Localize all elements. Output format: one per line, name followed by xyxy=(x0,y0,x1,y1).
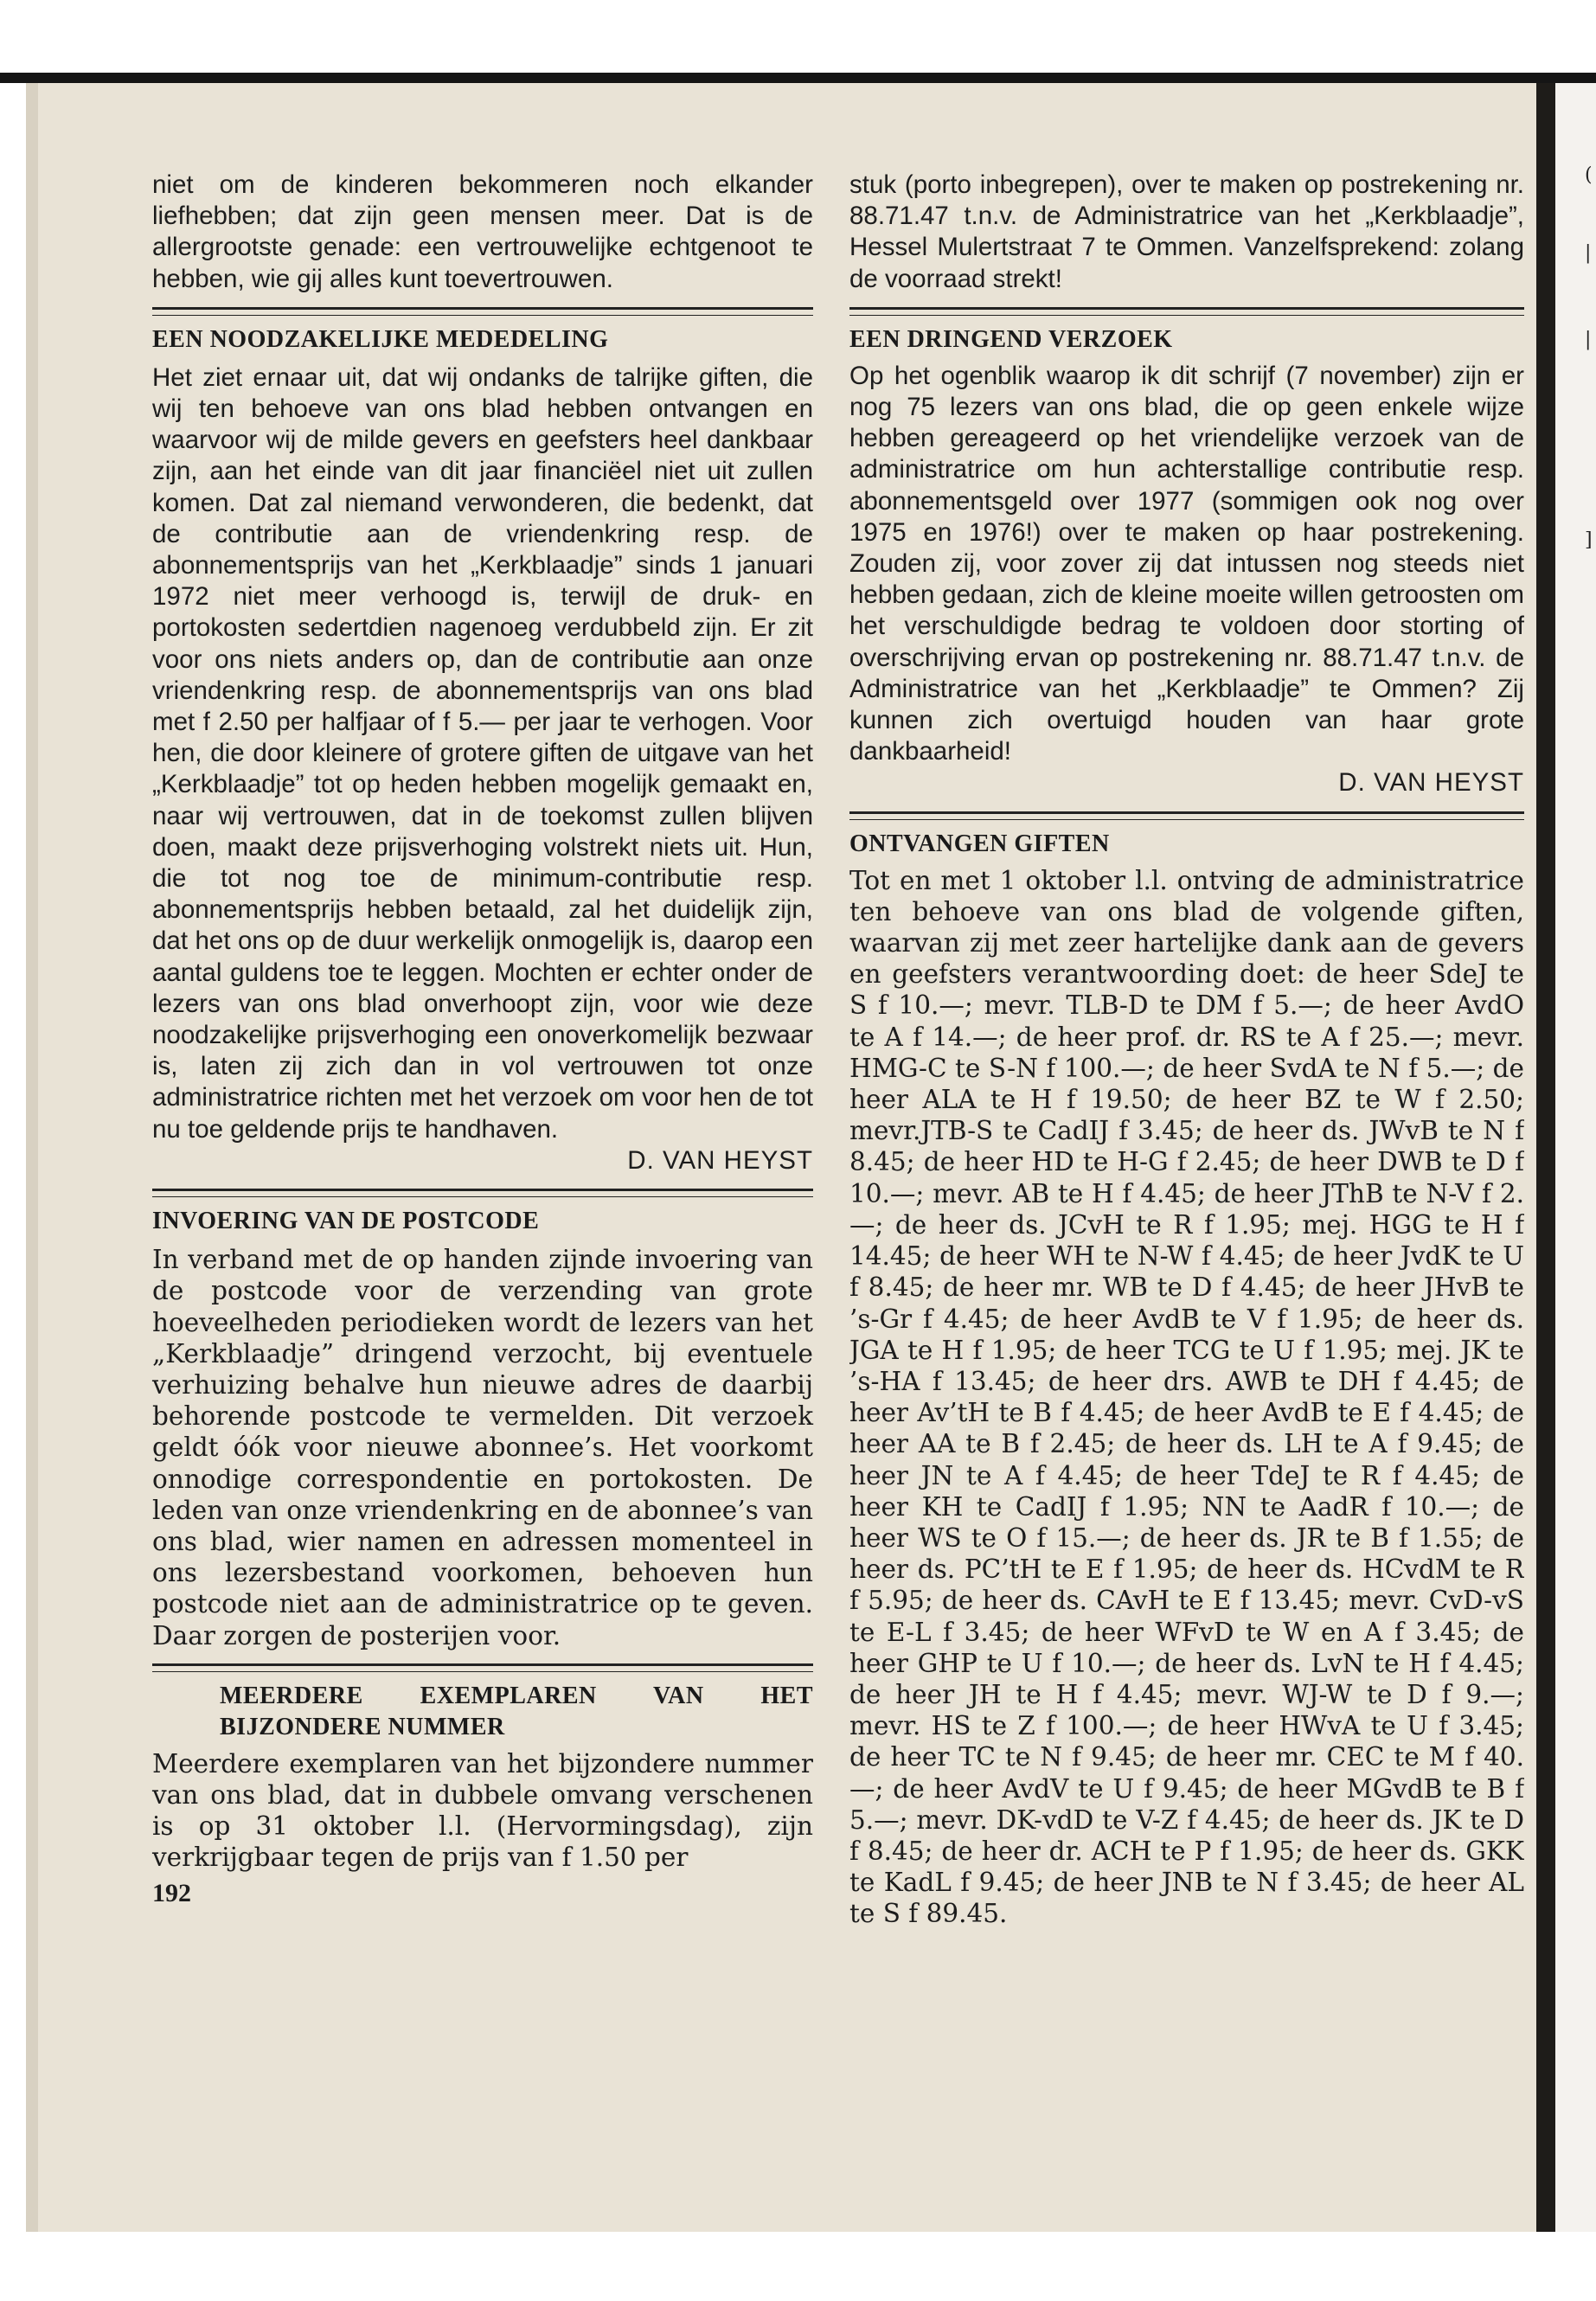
right-column xyxy=(849,170,1524,1930)
section-body-verzoek: Op het ogenblik waarop ik dit schrijf (7 november) zijn er nog 75 lezers van ons blad, die op geen enkele wijze hebben gereageerd op het vriendelijke verzoek van de administratrice om hun achterstallige contributie resp. abonnementsgeld over 1977 (sommigen ook nog over 1975 en 1976!) over te maken op haar postrekening. Zouden zij, voor zover zij dat intussen nog steeds niet hebben gedaan, zich de kleine moeite willen getroosten om het verschuldigde bedrag te voldoen door storting of overschrijving ervan op postrekening nr. 88.71.47 t.n.v. de Administratrice van het „Kerkblaadje” te Ommen? Zij kunnen zich overtuigd houden van haar grote dankbaarheid! xyxy=(849,361,1524,766)
spacer xyxy=(152,1237,813,1244)
section-rule xyxy=(152,307,813,316)
section-rule xyxy=(849,307,1524,316)
section-rule xyxy=(152,1189,813,1197)
section-body-postcode: In verband met de op handen zijnde invoering van de postcode voor de verzending van grote hoeveelheden periodieken wordt de lezers van het „Kerkblaadje” dringend verzocht, bij eventuele verhuizing behalve hun nieuwe adres de daarbij behorende postcode te vermelden. Dit verzoek geldt óók voor nieuwe abonnee’s. Het voorkomt onnodige correspondentie en portokosten. De leden van onze vriendenkring en de abonnee’s van ons blad, wier namen en adressen momenteel in ons lezersbestand voorkomen, behoeven hun postcode niet aan de administratrice op te geven. Daar zorgen de posterijen voor. xyxy=(152,1245,813,1650)
section-title-giften: ONTVANGEN GIFTEN xyxy=(849,830,1110,857)
scan-top-margin xyxy=(0,0,1596,76)
adjacent-page-edge xyxy=(1555,83,1596,2232)
section-rule xyxy=(849,811,1524,820)
left-intro-text: niet om de kinderen bekommeren noch elkander liefhebben; dat zijn geen mensen meer. Dat is de allergrootste genade: een vertrouwelijke echtgenoot te hebben, wie gij alles kunt toevertrouwen. xyxy=(152,170,813,293)
page-number: 192 xyxy=(152,1878,191,1907)
signature: D. VAN HEYST xyxy=(1338,768,1524,798)
section-body-giften: Tot en met 1 oktober l.l. ontving de administratrice ten behoeve van ons blad de volgende giften, waarvan zij met zeer hartelijke dank aan de gevers en geefsters verantwoording doet: de heer SdeJ te S f 10.—; mevr. TLB-D te DM f 5.—; de heer AvdO te A f 14.—; de heer prof. dr. RS te A f 25.—; mevr. HMG-C te S-N f 100.—; de heer SvdA te N f 5.—; de heer ALA te H f 19.50; de heer BZ te W f 2.50; mevr.JTB-S te CadIJ f 3.45; de heer ds. JWvB te N f 8.45; de heer HD te H-G f 2.45; de heer DWB te D f 10.—; mevr. AB te H f 4.45; de heer JThB te N-V f 2.—; de heer ds. JCvH te R f 1.95; mej. HGG te H f 14.45; de heer WH te N-W f 4.45; de heer JvdK te U f 8.45; de heer mr. WB te D f 4.45; de heer JHvB te ’s-Gr f 4.45; de heer AvdB te V f 1.95; de heer ds. JGA te H f 1.95; de heer TCG te U f 1.95; mej. JK te ’s-HA f 13.45; de heer drs. AWB te DH f 4.45; de heer Av’tH te B f 4.45; de heer AvdB te E f 4.45; de heer AA te B f 2.45; de heer ds. LH te A f 9.45; de heer JN te A f 4.45; de heer TdeJ te R f 4.45; de heer KH te CadIJ f 1.95; NN te AadR f 10.—; de heer WS te O f 15.—; de heer ds. JR te B f 1.55; de heer ds. PC’tH te E f 1.95; de heer ds. HCvdM te R f 5.95; de heer ds. CAvH te E f 13.45; mevr. CvD-vS te E-L f 3.45; de heer WFvD te W en A f 3.45; de heer GHP te U f 10.—; de heer ds. LvN te H f 4.45; de heer JH te H f 4.45; mevr. WJ-W te D f 9.—; mevr. HS te Z f 100.—; de heer HWvA te U f 3.45; de heer TC te N f 9.45; de heer mr. CEC te M f 40.—; de heer AvdV te U f 9.45; de heer MGvdB te B f 5.—; mevr. DK-vdD te V-Z f 4.45; de heer ds. JK te D f 8.45; de heer dr. ACH te P f 1.95; de heer ds. GKK te KadL f 9.45; de heer JNB te N f 3.45; de heer AL te S f 89.45. xyxy=(849,865,1524,1929)
section-title-exemplaren: MEERDERE EXEMPLAREN VAN HET BIJZONDERE NUMMER xyxy=(220,1682,813,1740)
section-body-mededeling: Het ziet ernaar uit, dat wij ondanks de talrijke giften, die wij ten behoeve van ons blad hebben ontvangen en waarvoor wij de milde gevers en geefsters heel dankbaar zijn, aan het einde van dit jaar financiëel niet uit zullen komen. Dat zal niemand verwonderen, die bedenkt, dat de contributie aan de vriendenkring resp. de abonnementsprijs van het „Kerkblaadje” sinds 1 januari 1972 niet meer verhoogd is, terwijl de druk- en portokosten sedertdien nagenoeg verdubbeld zijn. Er zit voor ons niets anders op, dan de contributie aan onze vriendenkring resp. de abonnementsprijs van ons blad met f 2.50 per halfjaar of f 5.— per jaar te verhogen. Voor hen, die door kleinere of grotere giften de uitgave van het „Kerkblaadje” tot op heden hebben mogelijk gemaakt en, naar wij vertrouwen, dat in de toekomst zullen blijven doen, maakt deze prijsverhoging volstrekt niets uit. Hun, die tot nog toe de minimum-contributie resp. abonnementsprijs hebben betaald, zal het duidelijk zijn, dat het ons op de duur werkelijk onmogelijk is, daarop een aantal guldens toe te leggen. Mochten er echter onder de lezers van ons blad onverhoopt zijn, voor wie deze noodzakelijke prijsverhoging een onoverkomelijk bezwaar is, laten zij zich dan in vol vertrouwen tot onze administratrice richten met het verzoek om voor hen de tot nu toe geldende prijs te handhaven. xyxy=(152,362,813,1144)
spacer xyxy=(152,356,813,362)
adjacent-page-mark: | xyxy=(1585,242,1592,264)
adjacent-page-mark: ( xyxy=(1585,164,1593,186)
left-column xyxy=(152,170,813,1908)
section-title-postcode: INVOERING VAN DE POSTCODE xyxy=(152,1208,540,1235)
scan-bottom-margin xyxy=(0,2232,1596,2301)
adjacent-page-mark: | xyxy=(1585,329,1592,350)
section-body-exemplaren: Meerdere exemplaren van het bijzondere nummer van ons blad, dat in dubbele omvang verschenen is op 31 oktober l.l. (Hervormingsdag), zijn verkrijgbaar tegen de prijs van f 1.50 per xyxy=(152,1748,813,1873)
adjacent-page-mark: ] xyxy=(1585,529,1593,551)
section-rule xyxy=(152,1663,813,1672)
page-left-edge xyxy=(26,83,38,2232)
signature: D. VAN HEYST xyxy=(627,1145,813,1175)
section-title-mededeling: EEN NOODZAKELIJKE MEDEDELING xyxy=(152,325,609,353)
book-spine xyxy=(1536,83,1555,2232)
section-title-verzoek: EEN DRINGEND VERZOEK xyxy=(849,325,1173,353)
right-intro-text: stuk (porto inbegrepen), over te maken op postrekening nr. 88.71.47 t.n.v. de Administratrice van het „Kerkblaadje”, Hessel Mulertstraat 7 te Ommen. Vanzelfsprekend: zolang de voorraad strekt! xyxy=(849,170,1524,293)
scan-top-border xyxy=(0,73,1596,83)
